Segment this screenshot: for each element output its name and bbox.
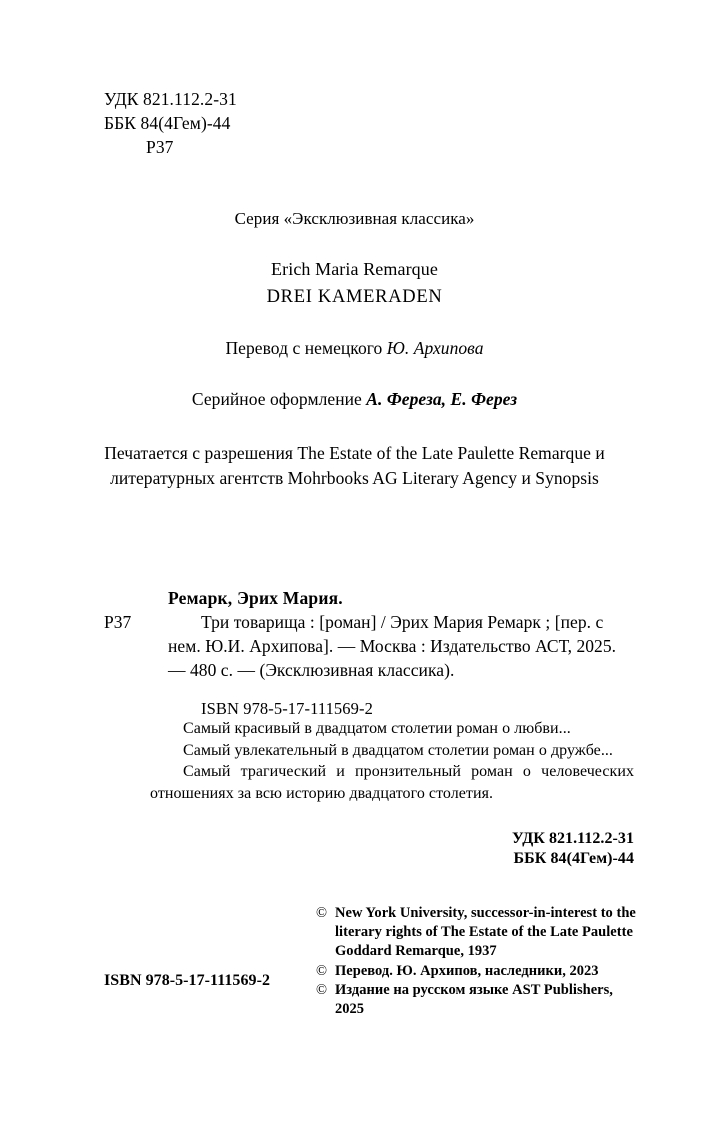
- annotation-paragraph: Самый увлекательный в двадцатом столетии роман о дружбе...: [183, 741, 613, 759]
- cip-block: [168, 586, 634, 720]
- copyright-icon: ©: [316, 981, 328, 998]
- copyright-entry: [316, 981, 636, 1019]
- isbn-bottom: ISBN 978-5-17-111569-2: [104, 972, 270, 989]
- cip-description: Три товарища : [роман] / Эрих Мария Ремарк ; [пер. с нем. Ю.И. Архипова]. — Москва : Издательство АСТ, 2025. — 480 с. — (Эксклюзивная классика).: [168, 612, 617, 680]
- cip-index-code: Р37: [104, 612, 132, 632]
- copyright-entry: [316, 962, 636, 981]
- bbk-code-repeat: ББК 84(4Гем)-44: [513, 850, 634, 867]
- shelf-code: Р37: [146, 137, 174, 157]
- bbk-code: ББК 84(4Гем)-44: [104, 113, 231, 133]
- classification-block: [104, 87, 237, 159]
- copyright-entry-text: Издание на русском языке AST Publishers, 2025: [335, 981, 613, 1018]
- copyright-entry-text: Перевод. Ю. Архипов, наследники, 2023: [335, 962, 599, 979]
- design-credit: [70, 388, 639, 410]
- design-prefix: Серийное оформление: [191, 389, 367, 409]
- designer-names: А. Фереза, Е. Ферез: [366, 389, 518, 409]
- udk-code: УДК 821.112.2-31: [104, 89, 237, 109]
- classification-repeat-block: [512, 829, 634, 869]
- translation-prefix: Перевод с немецкого: [225, 338, 387, 358]
- translator-name: Ю. Архипова: [386, 338, 484, 358]
- cip-author: Ремарк, Эрих Мария.: [168, 588, 343, 608]
- copyright-entry: [316, 904, 636, 962]
- permission-statement: Печатается с разрешения The Estate of the Late Paulette Remarque и литературных агентств Mohrbooks AG Literary Agency и Synopsis: [104, 443, 605, 488]
- copyright-icon: ©: [316, 905, 328, 921]
- annotation-paragraph: Самый трагический и пронзительный роман о человеческих отношениях за всю историю двадцатого столетия.: [150, 763, 634, 802]
- annotation-paragraph: Самый красивый в двадцатом столетии роман о любви...: [183, 720, 571, 737]
- copyright-entry-text: New York University, successor-in-interest to the literary rights of The Estate of the Late Paulette Goddard Remarque, 1937: [335, 905, 636, 960]
- front-matter-block: [70, 208, 639, 490]
- annotation-block: [150, 718, 634, 804]
- udk-code-repeat: УДК 821.112.2-31: [512, 830, 634, 847]
- translation-credit: [70, 337, 639, 359]
- copyright-block: [316, 904, 636, 1019]
- series-line: Серия «Эксклюзивная классика»: [234, 209, 475, 228]
- copyright-icon: ©: [316, 962, 328, 979]
- isbn-cip: ISBN 978-5-17-111569-2: [201, 699, 373, 718]
- author-name-latin: Erich Maria Remarque: [271, 259, 438, 279]
- book-title-latin: DREI KAMERADEN: [266, 287, 443, 307]
